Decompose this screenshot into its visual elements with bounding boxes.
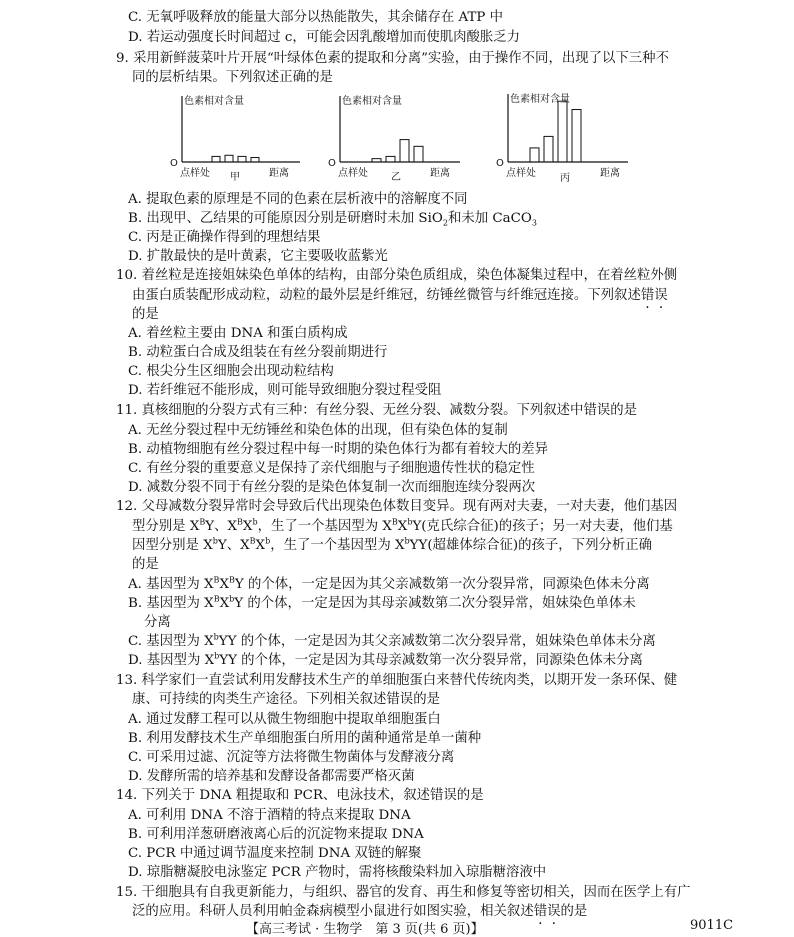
superscript: B — [199, 517, 206, 527]
origin-label: O — [328, 158, 336, 169]
q12-stem-line1: 12. 父母减数分裂异常时会导致后代出现染色体数目变异。现有两对夫妻，一对夫妻，他们基因 — [116, 499, 678, 514]
t: Y 的个体，一定是因为其父亲减数第一次分裂异常，同源染色体未分离 — [234, 577, 650, 592]
superscript: B — [228, 575, 235, 585]
y-axis-label: 色素相对含量 — [184, 96, 244, 107]
superscript: b — [407, 517, 413, 527]
q14-option-c: C. PCR 中通过调节温度来控制 DNA 双链的解聚 — [128, 846, 422, 861]
q9-stem-line2: 同的层析结果。下列叙述正确的是 — [132, 70, 333, 85]
q12-option-d — [128, 651, 643, 670]
t: Y 的个体，一定是因为其母亲减数第二次分裂异常，姐妹染色单体未 — [234, 596, 636, 611]
t: ，生了一个基因型为 X — [257, 519, 392, 534]
pigment-band-bar — [225, 155, 233, 162]
q12-stem-line4: 的是 — [132, 557, 159, 572]
t: Y(克氏综合征)的孩子；另一对夫妻，他们基 — [412, 519, 673, 534]
emphasis-char: 错 — [640, 288, 655, 303]
q11-option-a: A. 无丝分裂过程中无纺锤丝和染色体的出现，但有染色体的复制 — [128, 423, 508, 438]
y-axis-label: 色素相对含量 — [510, 94, 570, 105]
pigment-band-bar — [572, 110, 581, 162]
q15-stem-line1: 15. 干细胞具有自我更新能力，与组织、器官的发育、再生和修复等密切相关，因而在医学上有广 — [116, 885, 691, 900]
pigment-band-bar — [414, 146, 423, 162]
emphasis-char: 误 — [654, 288, 668, 303]
t: YY 的个体，一定是因为其父亲减数第二次分裂异常，姐妹染色单体未分离 — [218, 634, 656, 649]
pigment-band-bar — [530, 148, 539, 162]
x-end-label: 距离 — [269, 168, 289, 179]
x-end-label: 距离 — [600, 168, 620, 179]
pigment-band-bar — [251, 158, 259, 162]
t: D. 基因型为 X — [128, 653, 215, 668]
q10-option-d: D. 若纤维冠不能形成，则可能导致细胞分裂过程受阻 — [128, 383, 442, 398]
emphasis-char: 错 — [533, 904, 548, 919]
q9-stem-line1: 9. 采用新鲜菠菜叶片开展“叶绿体色素的提取和分离”实验，由于操作不同，出现了以下三种不 — [116, 51, 669, 66]
q11-option-b: B. 动植物细胞有丝分裂过程中每一时期的染色体行为都有着较大的差异 — [128, 442, 549, 457]
chart-name: 丙 — [560, 173, 570, 184]
t: X — [397, 519, 408, 534]
q12-option-b-cont: 分离 — [144, 615, 171, 630]
q12-stem-line2 — [132, 517, 673, 536]
superscript: B — [213, 594, 220, 604]
pigment-band-bar — [558, 101, 567, 162]
chart-jia-svg — [168, 92, 308, 182]
t: YY(超雄体综合征)的孩子，下列分析正确 — [409, 538, 653, 553]
q10-option-a: A. 着丝粒主要由 DNA 和蛋白质构成 — [128, 326, 348, 341]
chromatography-chart-jia — [168, 92, 308, 186]
superscript: B — [237, 517, 243, 527]
t: C. 基因型为 X — [128, 634, 214, 649]
emphasis-char: 误 — [547, 904, 561, 919]
q13-option-b: B. 利用发酵技术生产单细胞蛋白所用的菌种通常是单一菌种 — [128, 731, 482, 746]
q11-stem: 11. 真核细胞的分裂方式有三种：有丝分裂、无丝分裂、减数分裂。下列叙述中错误的是 — [116, 403, 638, 418]
origin-label: O — [496, 158, 504, 169]
chart-yi-svg — [326, 92, 466, 182]
superscript: b — [229, 594, 235, 604]
q15-text: 泛的应用。科研人员利用帕金森病模型小鼠进行如图实验，相关叙述 — [132, 904, 534, 919]
superscript: b — [212, 536, 218, 546]
x-start-label: 点样处 — [338, 168, 368, 179]
x-start-label: 点样处 — [180, 168, 210, 179]
q13-stem-line1: 13. 科学家们一直尝试利用发酵技术生产的单细胞蛋白来替代传统肉类，以期开发一条环保、健 — [116, 673, 678, 688]
x-start-label: 点样处 — [506, 168, 536, 179]
page-code: 9011C — [690, 918, 734, 933]
chromatography-chart-bing — [494, 90, 634, 188]
q10-option-c: C. 根尖分生区细胞会出现动粒结构 — [128, 364, 334, 379]
chart-name: 乙 — [391, 172, 401, 183]
q10-option-b: B. 动粒蛋白合成及组装在有丝分裂前期进行 — [128, 345, 388, 360]
superscript: b — [404, 536, 410, 546]
q9-option-d: D. 扩散最快的是叶黄素，它主要吸收蓝紫光 — [128, 249, 388, 264]
superscript: b — [214, 651, 220, 661]
q9-option-b — [128, 209, 537, 228]
page-footer: 【高三考试 · 生物学 第 3 页(共 6 页)】 — [246, 922, 484, 937]
t: Y、X — [205, 519, 238, 534]
q13-option-c: C. 可采用过滤、沉淀等方法将微生物菌体与发酵液分离 — [128, 750, 455, 765]
superscript: b — [252, 517, 258, 527]
chart-name: 甲 — [230, 172, 240, 183]
subscript: 3 — [531, 218, 537, 228]
q12-option-b — [128, 594, 636, 613]
y-axis-label: 色素相对含量 — [342, 96, 402, 107]
t: B. 基因型为 X — [128, 596, 214, 611]
chromatography-chart-yi — [326, 92, 466, 186]
q10-text: 由蛋白质装配形成动粒，动粒的最外层是纤维冠，纺锤丝微管与纤维冠连接。下列叙述 — [132, 288, 641, 303]
t: X — [255, 538, 266, 553]
q13-option-a: A. 通过发酵工程可以从微生物细胞中提取单细胞蛋白 — [128, 712, 441, 727]
pigment-band-bar — [238, 156, 246, 162]
t: X — [242, 519, 253, 534]
chart-bing-svg — [494, 90, 634, 184]
q14-stem: 14. 下列关于 DNA 粗提取和 PCR、电泳技术，叙述错误的是 — [116, 788, 484, 803]
q11-option-c: C. 有丝分裂的重要意义是保持了亲代细胞与子细胞遗传性状的稳定性 — [128, 461, 535, 476]
pigment-band-bar — [400, 140, 409, 162]
pigment-band-bar — [544, 136, 553, 162]
t: X — [219, 596, 230, 611]
q10-stem-line2 — [132, 286, 668, 305]
q8-option-c: C. 无氧呼吸释放的能量大部分以热能散失，其余储存在 ATP 中 — [128, 10, 504, 25]
t: YY 的个体，一定是因为其母亲减数第一次分裂异常，同源染色体未分离 — [219, 653, 643, 668]
t: A. 基因型为 X — [128, 577, 214, 592]
origin-label: O — [170, 158, 178, 169]
pigment-band-bar — [212, 156, 220, 162]
q12-stem-line3 — [132, 536, 652, 555]
q13-option-d: D. 发酵所需的培养基和发酵设备都需要严格灭菌 — [128, 769, 415, 784]
q12-option-c — [128, 632, 656, 651]
q8-option-d: D. 若运动强度长时间超过 c，可能会因乳酸增加而使肌肉酸胀乏力 — [128, 30, 521, 45]
q9-option-c: C. 丙是正确操作得到的理想结果 — [128, 230, 321, 245]
q10-stem-line3: 的是 — [132, 307, 159, 322]
superscript: B — [391, 517, 398, 527]
t: ，生了一个基因型为 X — [270, 538, 405, 553]
superscript: b — [213, 632, 219, 642]
superscript: B — [213, 575, 220, 585]
t: 因型分别是 X — [132, 538, 213, 553]
q10-stem-line1: 10. 着丝粒是连接姐妹染色单体的结构，由部分染色质组成，染色体凝集过程中，在着丝粒外侧 — [116, 268, 678, 283]
q14-option-b: B. 可利用洋葱研磨液离心后的沉淀物来提取 DNA — [128, 827, 424, 842]
superscript: B — [249, 536, 256, 546]
pigment-band-bar — [386, 156, 395, 162]
q14-option-a: A. 可利用 DNA 不溶于酒精的特点来提取 DNA — [128, 808, 411, 823]
t: 型分别是 X — [132, 519, 200, 534]
t: X — [219, 577, 229, 592]
superscript: b — [265, 536, 271, 546]
q9-option-a: A. 提取色素的原理是不同的色素在层析液中的溶解度不同 — [128, 192, 468, 207]
subscript: 2 — [442, 218, 448, 228]
q12-option-a — [128, 575, 650, 594]
q14-option-d: D. 琼脂糖凝胶电泳鉴定 PCR 产物时，需将核酸染料加入琼脂糖溶液中 — [128, 865, 547, 880]
q9b-text2: 和未加 CaCO — [447, 211, 532, 226]
q11-option-d: D. 减数分裂不同于有丝分裂的是染色体复制一次而细胞连续分裂两次 — [128, 480, 536, 495]
q13-stem-line2: 康、可持续的肉类生产途径。下列相关叙述错误的是 — [132, 692, 440, 707]
x-end-label: 距离 — [430, 168, 450, 179]
t: Y、X — [217, 538, 250, 553]
q15-text: 的是 — [560, 904, 588, 919]
q9b-text1: B. 出现甲、乙结果的可能原因分别是研磨时未加 SiO — [128, 211, 443, 226]
